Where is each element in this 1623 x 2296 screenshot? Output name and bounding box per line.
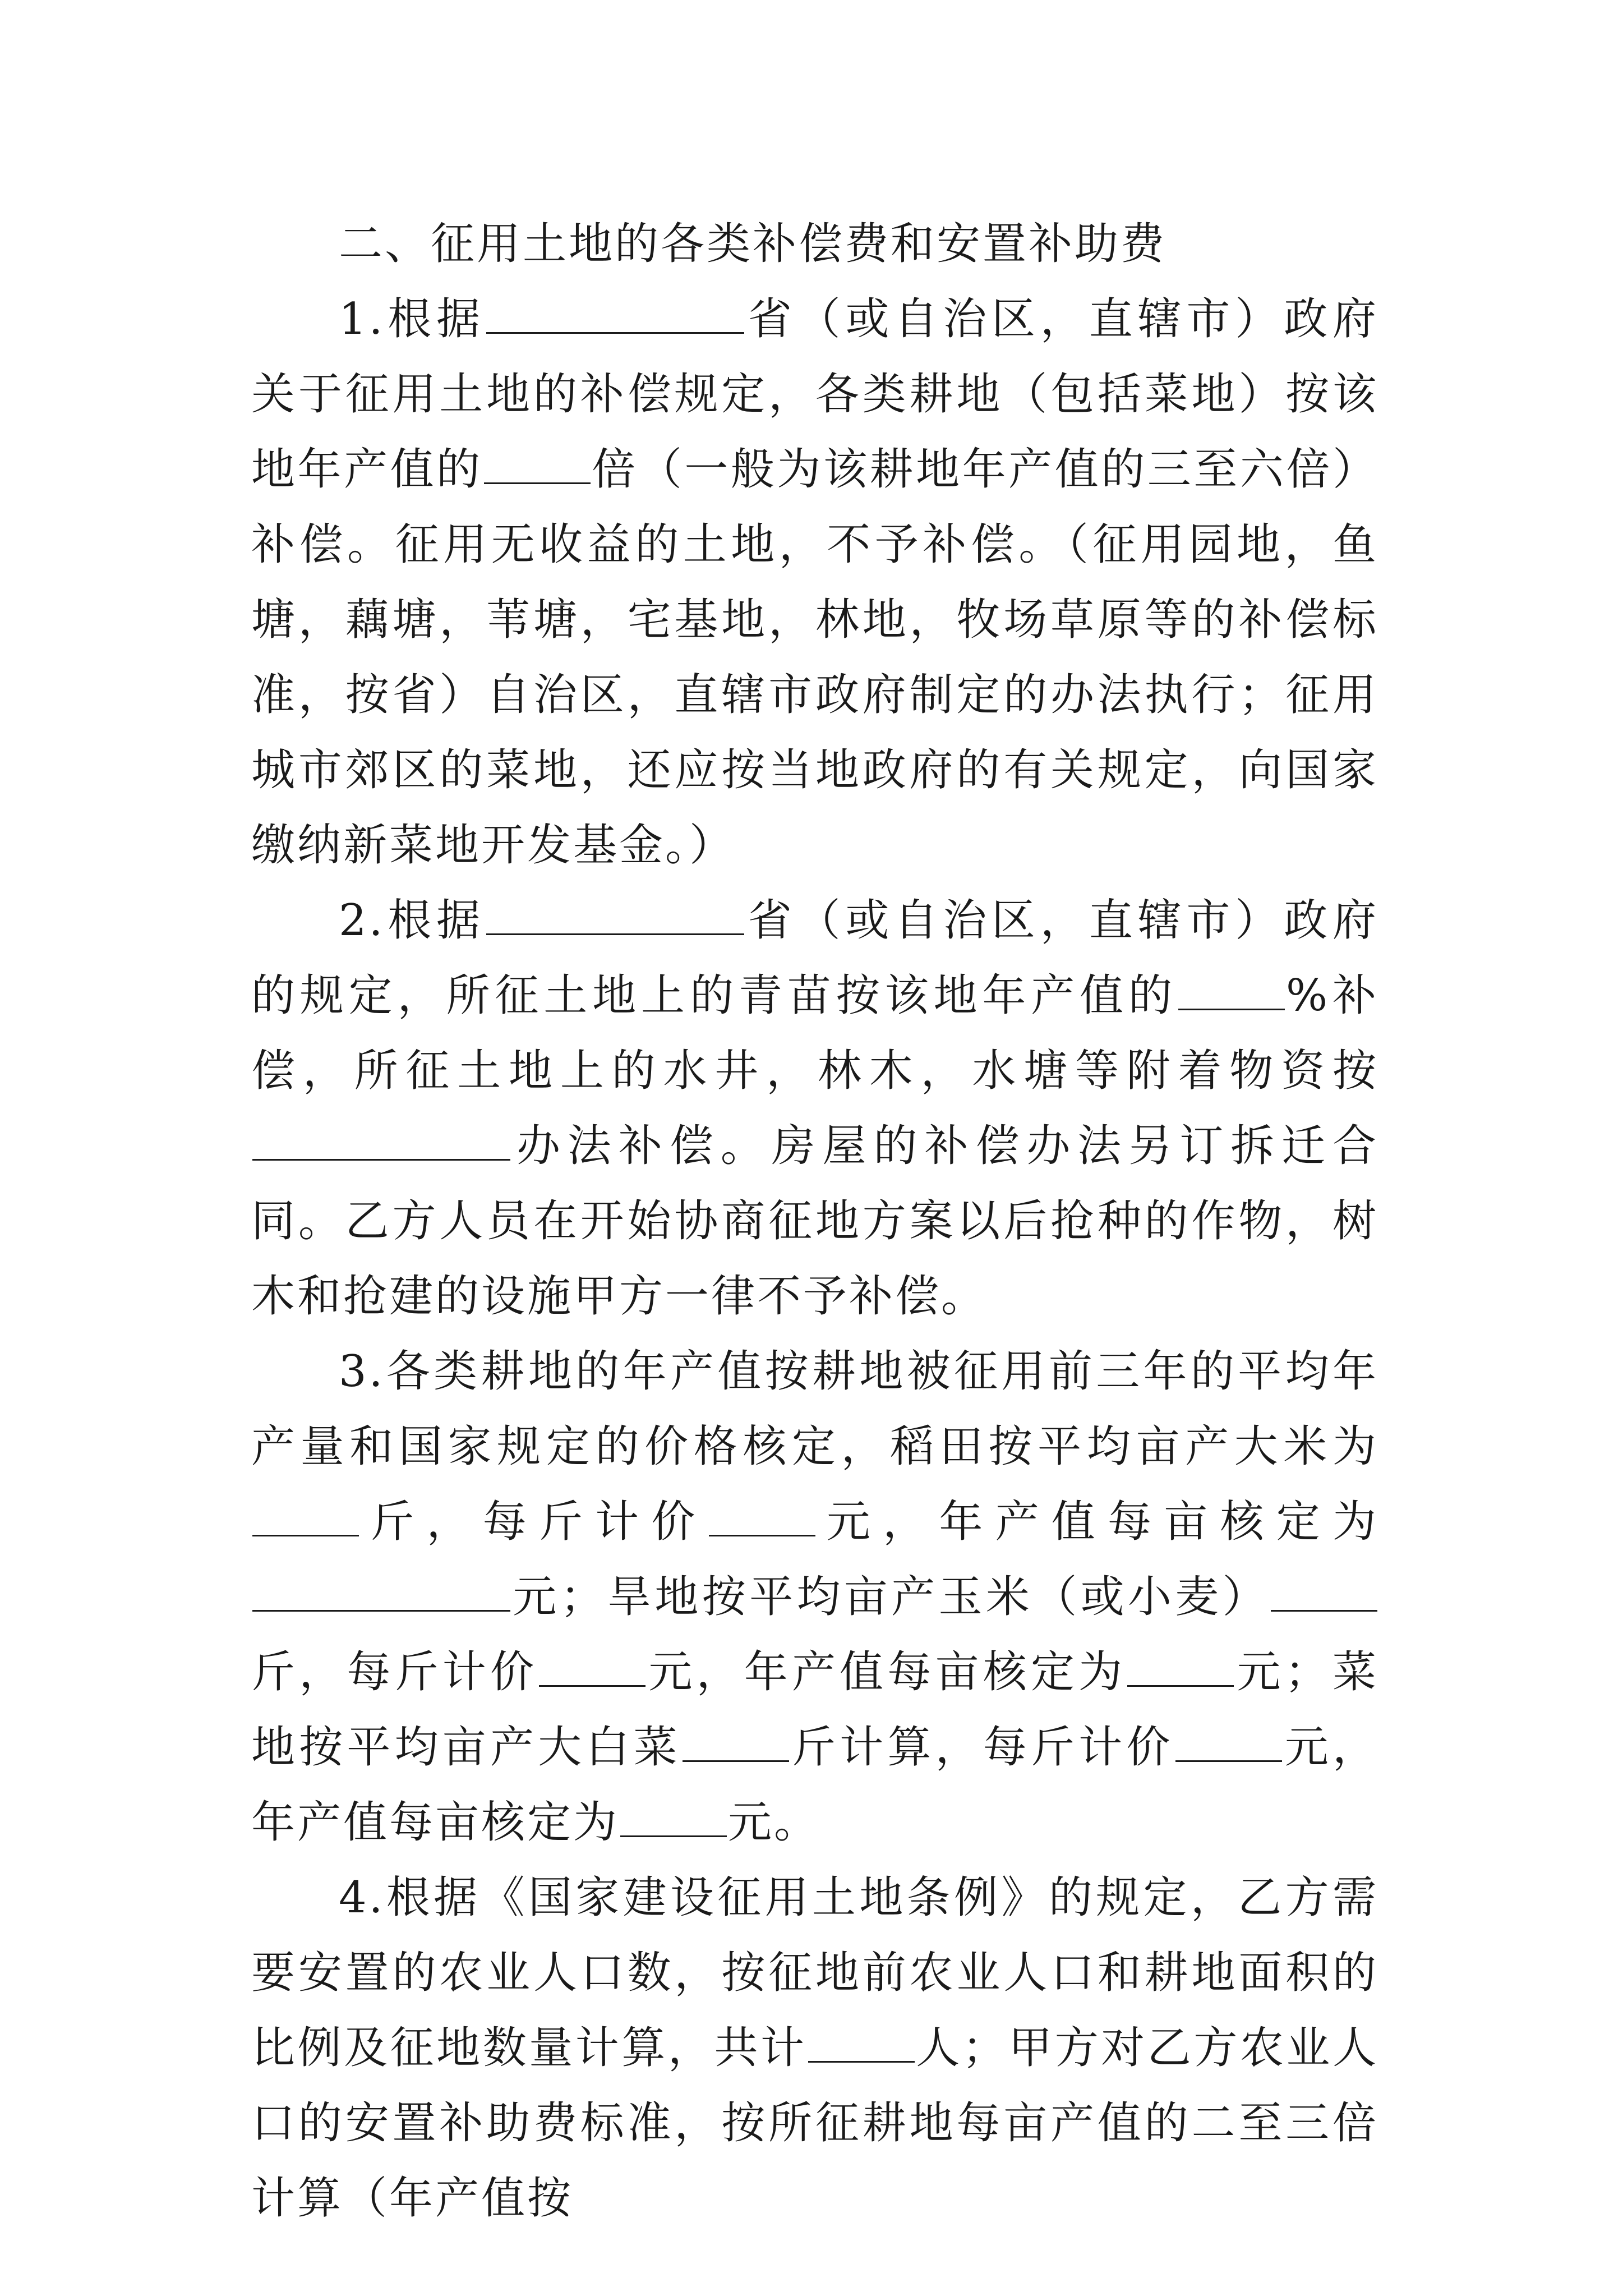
text-segment: 斤，每斤计价: [251, 1647, 538, 1697]
text-segment: 3.各类耕地的年产值按耕地被征用前三年的平均年产量和国家规定的价格核定，稻田按平均亩产大米为: [251, 1346, 1378, 1472]
fill-blank: [486, 296, 744, 334]
fill-blank: [539, 1649, 645, 1687]
text-segment: 元；菜地按平均亩产大白菜: [251, 1647, 1378, 1773]
paragraph-1: [251, 282, 1378, 883]
text-segment: 2.根据: [339, 895, 485, 946]
text-segment: 元，年产值每亩核定为: [816, 1497, 1378, 1547]
text-segment: 元；旱地按平均亩产玉米（或小麦）: [511, 1572, 1270, 1622]
text-segment: 斤计算，每斤计价: [790, 1722, 1174, 1773]
fill-blank: [252, 1123, 510, 1161]
fill-blank: [1175, 1724, 1282, 1762]
fill-blank: [808, 2025, 915, 2063]
fill-blank: [1271, 1574, 1377, 1612]
text-segment: 元，年产值每亩核定为: [251, 1722, 1378, 1848]
fill-blank: [620, 1800, 727, 1837]
text-segment: 办法补偿。房屋的补偿办法另订拆迁合同。乙方人员在开始协商征地方案以后抢种的作物，树木和抢建的设施甲方一律不予补偿。: [251, 1121, 1378, 1322]
text-segment: %补偿，所征土地上的水井，林木，水塘等附着物资按: [251, 970, 1378, 1096]
fill-blank: [486, 898, 744, 935]
document-body: [251, 206, 1378, 2236]
text-segment: 元。: [728, 1797, 820, 1848]
fill-blank: [252, 1574, 510, 1612]
text-segment: 人；甲方对乙方农业人口的安置补助费标准，按所征耕地每亩产值的二至三倍计算（年产值按: [251, 2023, 1378, 2224]
paragraph-2: [251, 883, 1378, 1334]
text-segment: 省（或自治区，直辖市）政府关于征用土地的补偿规定，各类耕地（包括菜地）按该地年产值的: [251, 294, 1378, 495]
text-segment: 4.根据《国家建设征用土地条例》的规定，乙方需要安置的农业人口数，按征地前农业人口和耕地面积的比例及征地数量计算，共计: [251, 1872, 1378, 2073]
section-heading: 二、征用土地的各类补偿费和安置补助费: [339, 219, 1167, 269]
fill-blank: [709, 1499, 815, 1536]
text-segment: 1.根据: [339, 294, 485, 344]
fill-blank: [252, 1499, 359, 1536]
text-segment: 元，年产值每亩核定为: [647, 1647, 1127, 1697]
fill-blank: [484, 447, 591, 484]
fill-blank: [1178, 973, 1285, 1010]
fill-blank: [1127, 1649, 1234, 1687]
text-segment: 省（或自治区，直辖市）政府的规定，所征土地上的青苗按该地年产值的: [251, 895, 1378, 1021]
paragraph-3: [251, 1334, 1378, 1860]
text-segment: 斤，每斤计价: [360, 1497, 708, 1547]
fill-blank: [683, 1724, 789, 1762]
text-segment: 倍（一般为该耕地年产值的三至六倍）补偿。征用无收益的土地，不予补偿。（征用园地，鱼塘，藕塘，苇塘，宅基地，林地，牧场草原等的补偿标准，按省）自治区，直辖市政府制定的办法执行；征用城市郊区的菜地，还应按当地政府的有关规定，向国家缴纳新菜地开发基金。）: [251, 444, 1378, 871]
paragraph-4: [251, 1860, 1378, 2236]
